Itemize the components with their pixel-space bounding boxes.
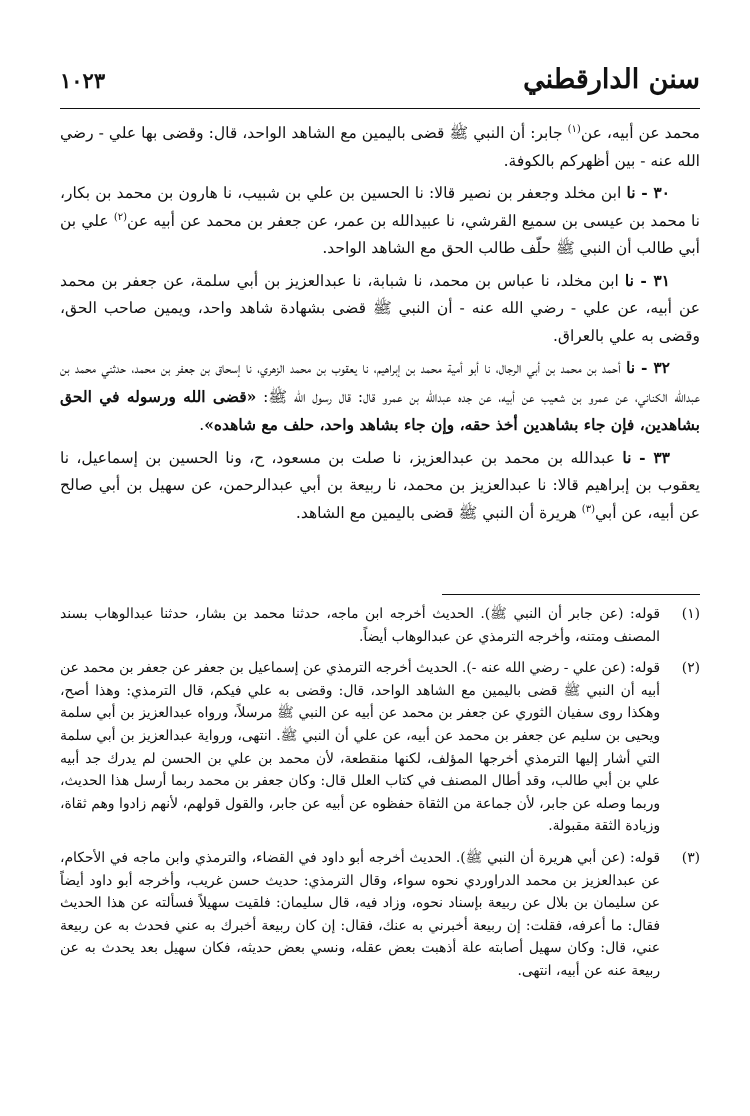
footnote-text: قوله: (عن أبي هريرة أن النبي ﷺ). الحديث أخرجه أبو داود في القضاء، والترمذي وابن ماجه في الأحكام، عن عبدالعزيز بن محمد الدراوردي نحوه سواء، وقال الترمذي: حديث حسن غريب، وأخرجه أبو داود أيضاً عن سليمان بن بلال عن ربيعة بإسناد نحوه، وزاد فيه، قال سليمان: فلقيت سهيلاً فسألته عن هذا الحديث فقال: ما أعرفه، فقلت: إن ربيعة أخبرني به عنك، فقال: إن كان ربيعة أخبرك به عني فحدث به عن ربيعة عني، قال: وكان سهيل أصابته علة أذهبت بعض عقله، ونسي بعض حديثه، فكان سهيل بعد يحدث به عن ربيعة عنه عن أبيه، انتهى. — [60, 849, 660, 979]
footnote-number: (٣) — [681, 849, 700, 866]
footnote-ref-1[interactable]: (١) — [567, 123, 581, 135]
book-page — [60, 58, 700, 1098]
text-segment: محمد عن أبيه، عن — [580, 124, 700, 142]
footnote-divider — [442, 594, 700, 595]
text-segment: هريرة أن النبي ﷺ قضى باليمين مع الشاهد. — [295, 503, 582, 522]
paragraph-continuation — [60, 120, 700, 175]
hadith-32 — [60, 354, 700, 440]
header-divider — [60, 108, 700, 109]
hadith-number: ٣٢ - نا — [626, 358, 671, 377]
page-number: ١٠٢٣ — [60, 68, 106, 93]
footnote-text: قوله: (عن جابر أن النبي ﷺ). الحديث أخرجه ابن ماجه، حدثنا محمد بن بشار، حدثنا عبدالوهاب بسند المصنف ومتنه، وأخرجه الترمذي عن عبدالوهاب أيضاً. — [60, 606, 660, 645]
hadith-number: ٣١ - نا — [624, 270, 670, 290]
text-segment: ابن مخلد، نا عباس بن محمد، نا شبابة، نا عبدالعزيز بن أبي سلمة، عن جعفر بن محمد عن أبيه، عن علي - رضي الله عنه - أن النبي ﷺ قضى بشهادة شاهد واحد، ويمين صاحب الحق، وقضى به علي بالعراق. — [60, 271, 700, 345]
main-text — [60, 120, 700, 531]
footnote-number: (٢) — [681, 660, 700, 677]
footnote-2 — [60, 657, 700, 838]
footnote-number: (١) — [681, 606, 700, 622]
footnotes — [60, 603, 700, 992]
footnote-1 — [60, 603, 700, 648]
text-segment: . — [199, 416, 205, 434]
page-header — [60, 58, 700, 110]
hadith-matn-bold: «قضى الله ورسوله في الحق بشاهدين، فإن جاء بشاهدين أخذ حقه، وإن جاء بشاهد واحد، حلف مع شاهده» — [60, 386, 700, 434]
footnote-ref-2[interactable]: (٢) — [113, 211, 128, 223]
hadith-30 — [60, 179, 700, 263]
text-segment: أحمد بن محمد بن أبي الرجال، نا أبو أمية محمد بن إبراهيم، نا يعقوب بن محمد الزهري، نا إسحاق بن جعفر بن محمد، حدثني محمد بن عبدالله الكناني، عن عمرو بن شعيب عن أبيه، عن جده عبدالله بن عمرو قال: قال رسول الله ﷺ: — [60, 359, 700, 406]
footnote-ref-3[interactable]: (٣) — [581, 503, 595, 515]
text-segment: علي بن أبي طالب أن النبي ﷺ حلّف طالب الحق مع الشاهد الواحد. — [60, 211, 700, 257]
text-segment: جابر: أن النبي ﷺ قضى باليمين مع الشاهد الواحد، قال: وقضى بها علي - رضي الله عنه - بين أظهركم بالكوفة. — [60, 124, 700, 170]
footnote-3 — [60, 847, 700, 983]
book-title: سنن الدارقطني — [523, 64, 700, 95]
text-segment: عبدالله بن محمد بن عبدالعزيز، نا صلت بن مسعود، ح، ونا الحسين بن إسماعيل، نا يعقوب بن إبراهيم قالا: نا عبدالعزيز بن محمد، نا ربيعة بن أبي عبدالرحمن، عن سهيل بن أبي صالح عن أبيه، عن أبي — [60, 448, 700, 522]
text-segment: ابن مخلد وجعفر بن نصير قالا: نا الحسين بن علي بن شبيب، نا هارون بن محمد بن بكار، نا محمد بن عيسى بن سميع القرشي، نا عبيدالله بن عمر، عن جعفر بن محمد عن أبيه عن — [60, 184, 700, 230]
hadith-31 — [60, 267, 700, 351]
hadith-33 — [60, 444, 700, 528]
hadith-number: ٣٠ - نا — [626, 183, 670, 202]
hadith-number: ٣٣ - نا — [622, 447, 671, 467]
footnote-text: قوله: (عن علي - رضي الله عنه -). الحديث أخرجه الترمذي عن إسماعيل بن جعفر عن جعفر بن محمد عن أبيه أن النبي ﷺ قضى باليمين مع الشاهد الواحد، قال: وقضى به علي فيكم، قال الترمذي: وهذا أصح، وهكذا روى سفيان الثوري عن جعفر بن محمد عن أبيه عن النبي ﷺ مرسلاً، ورواه عبدالعزيز بن أبي سلمة ويحيى بن سليم عن جعفر بن محمد عن أبيه، عن علي أن النبي ﷺ. انتهى، ورواية عبدالعزيز بن أبي سلمة التي أشار إليها الترمذي أخرجها المؤلف، لكنها منقطعة، لأن محمد بن علي بن الحسن لم يدرك جد أبيه علي بن أبي طالب، وقد أطال المصنف في كتاب العلل قال: وكان جعفر بن محمد ربما أرسل هذا الحديث، وربما وصله عن جابر، لأن جماعة من الثقاة حفظوه عن أبيه عن جابر، والقول قولهم، لأنهم زادوا وهم ثقاة، وزيادة الثقة مقبولة. — [60, 660, 660, 835]
